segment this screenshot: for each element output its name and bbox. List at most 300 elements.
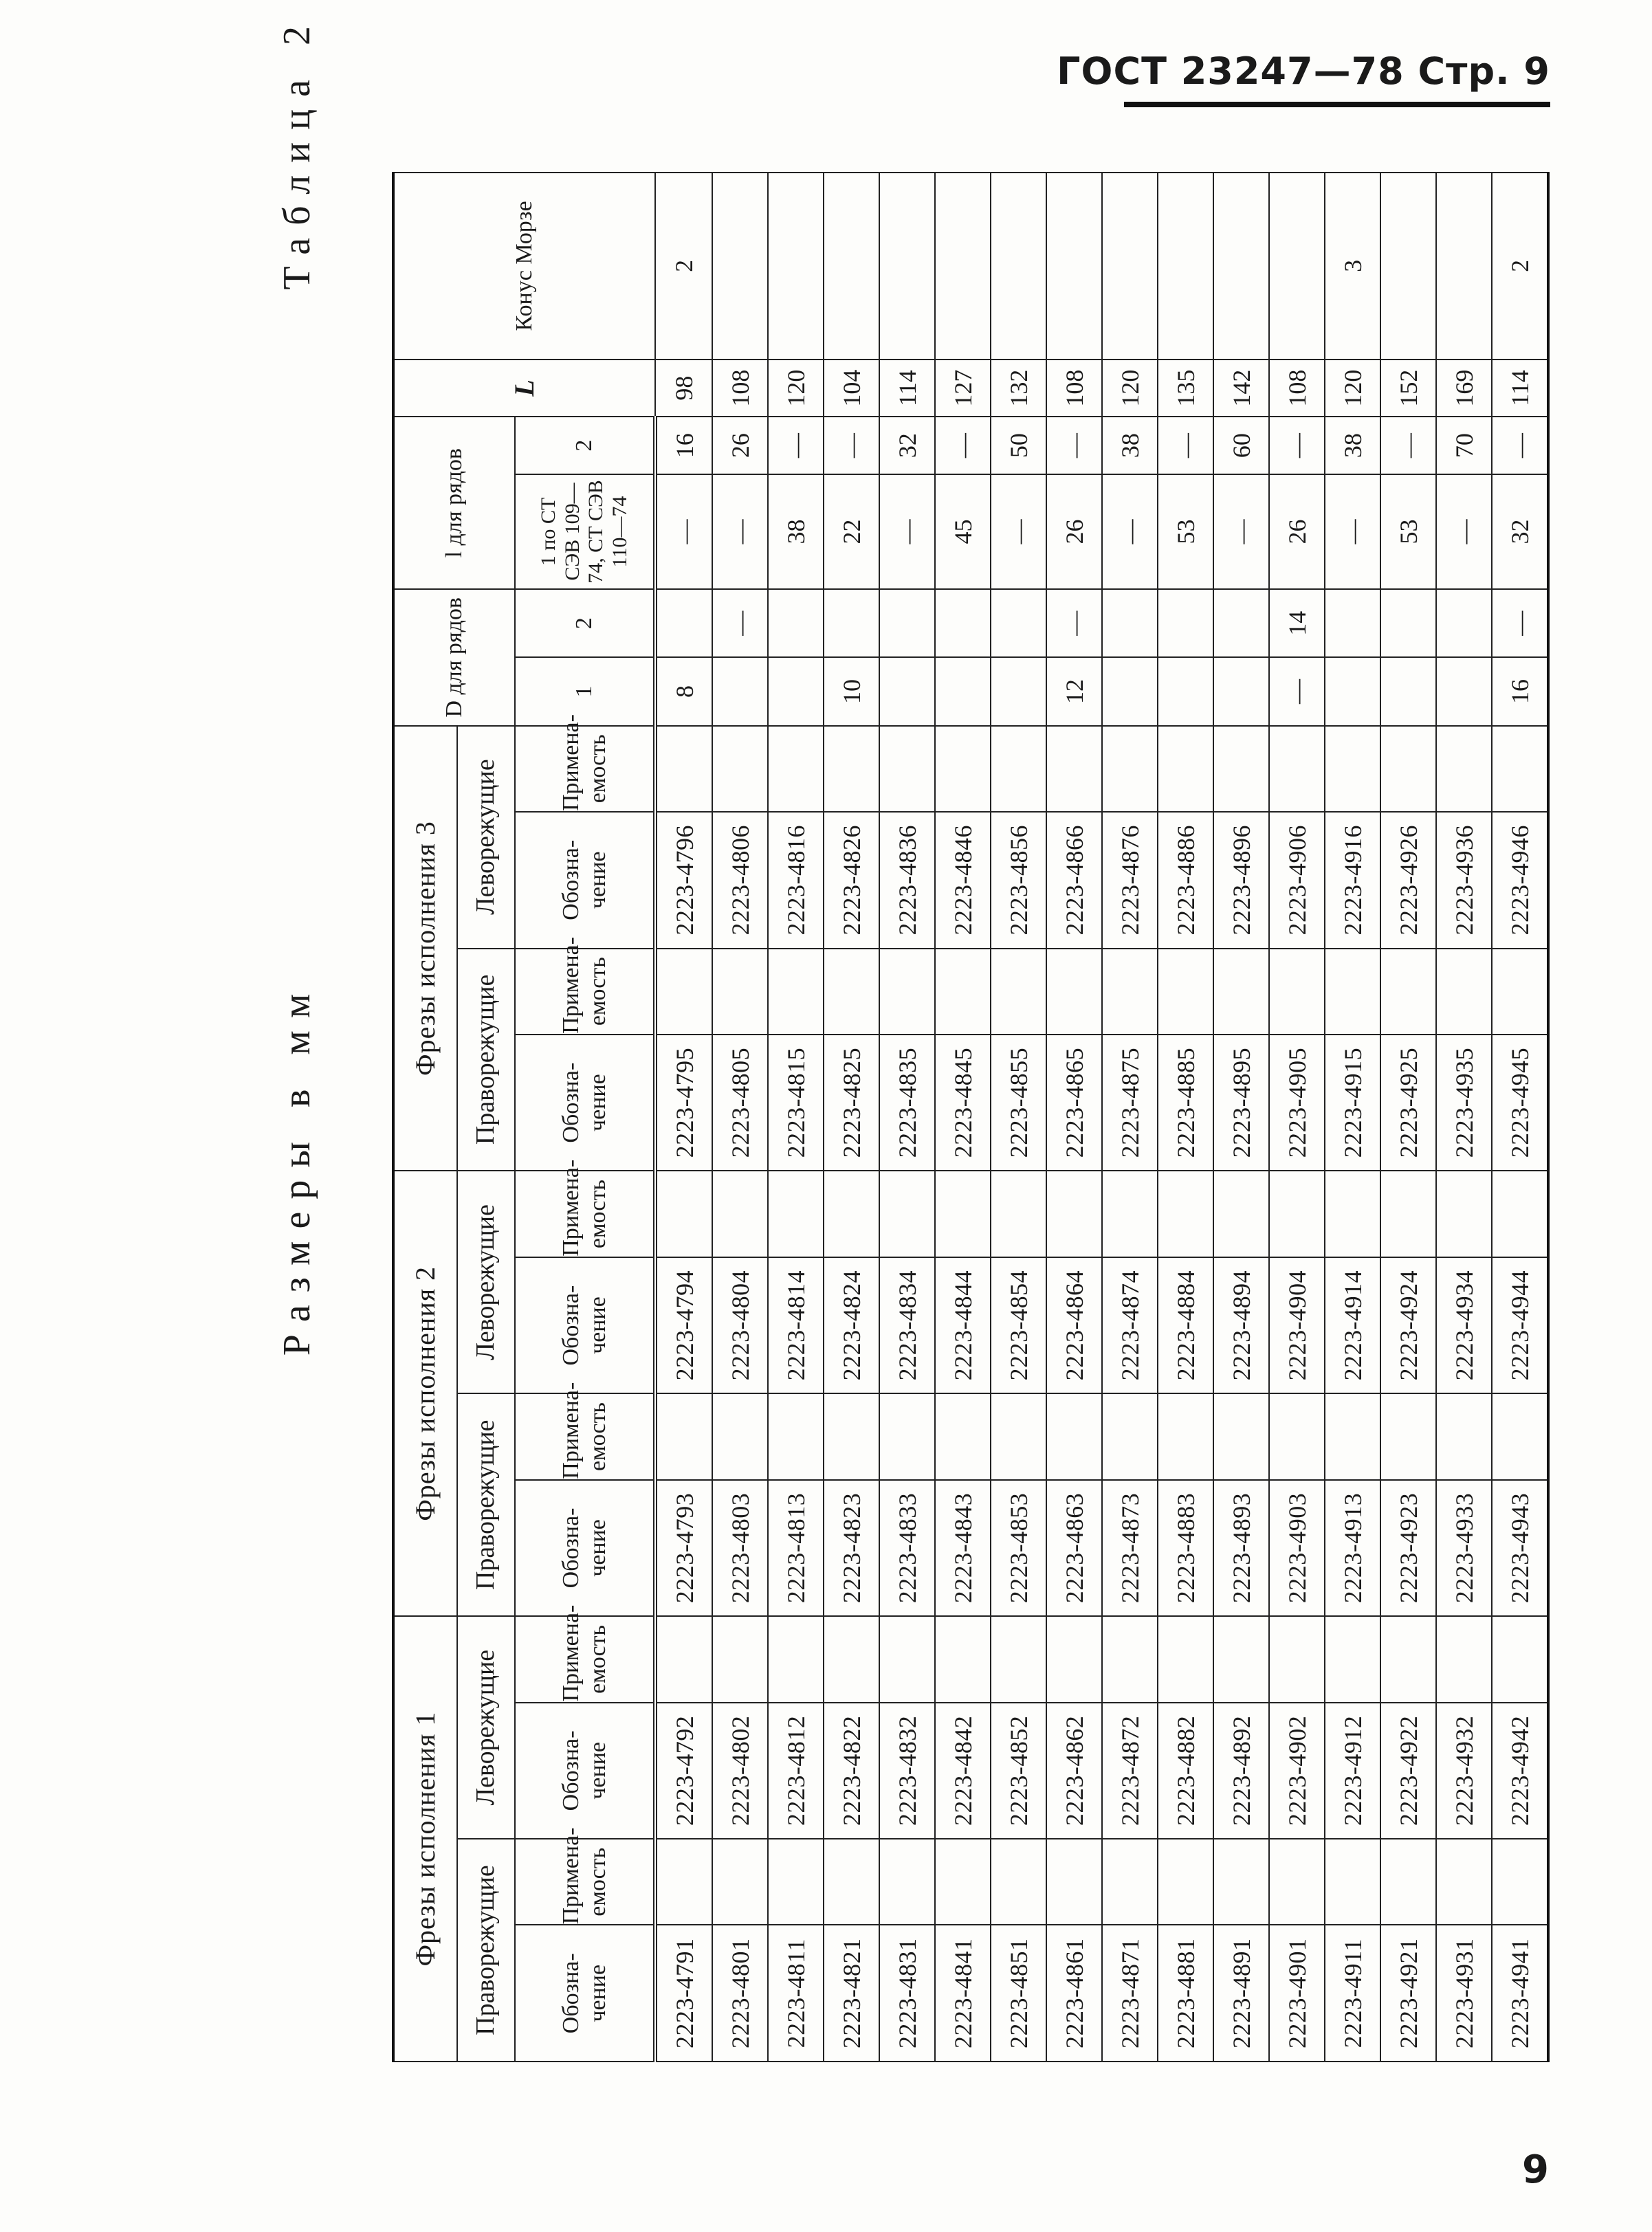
l-row2-cell: 38 [1325,417,1380,474]
L-cell: 104 [824,360,879,417]
morse-cell [1436,173,1492,360]
g1-left-designation: 2223-4912 [1325,1703,1380,1839]
l-row1-cell: — [655,474,712,589]
applicability-cell [1046,1616,1102,1702]
applicability-cell [1158,1171,1213,1257]
l-row2-cell: — [935,417,991,474]
header-g1-left: Леворежущие [457,1616,515,1839]
D-row2-cell: 14 [1269,589,1325,657]
applicability-cell [1325,726,1380,812]
table-row [1380,173,1436,2062]
g2-right-designation: 2223-4803 [712,1480,768,1617]
header-g3-left: Леворежущие [457,726,515,949]
L-cell: 152 [1380,360,1436,417]
l-row2-cell: — [1158,417,1213,474]
g1-left-designation: 2223-4812 [768,1703,824,1839]
g3-left-designation: 2223-4836 [879,812,935,949]
g3-right-designation: 2223-4905 [1269,1035,1325,1171]
applicability-cell [879,726,935,812]
l-row1-cell: — [1102,474,1158,589]
g1-left-designation: 2223-4872 [1102,1703,1158,1839]
g1-right-designation: 2223-4921 [1380,1925,1436,2062]
applicability-cell [1158,726,1213,812]
morse-cell [935,173,991,360]
g2-right-designation: 2223-4923 [1380,1480,1436,1617]
g3-right-designation: 2223-4925 [1380,1035,1436,1171]
header-designation: Обозна-чение [515,1925,655,2062]
g2-right-designation: 2223-4883 [1158,1480,1213,1617]
morse-cell [1102,173,1158,360]
l-row2-cell: — [1269,417,1325,474]
applicability-cell [1325,1171,1380,1257]
table-header [393,173,655,2062]
applicability-cell [1213,949,1269,1035]
header-applicability: Примена-емость [515,1616,655,1702]
D-row2-cell [1325,589,1380,657]
g3-right-designation: 2223-4895 [1213,1035,1269,1171]
dimensions-table [392,172,1550,2062]
g2-right-designation: 2223-4863 [1046,1480,1102,1617]
applicability-cell [935,1839,991,1925]
g1-left-designation: 2223-4862 [1046,1703,1102,1839]
applicability-cell [655,1393,712,1479]
table-row [1492,173,1548,2062]
g2-left-designation: 2223-4834 [879,1257,935,1394]
l-row2-cell: — [1046,417,1102,474]
g3-right-designation: 2223-4835 [879,1035,935,1171]
applicability-cell [655,1839,712,1925]
D-row2-cell [1436,589,1492,657]
applicability-cell [1158,1393,1213,1479]
applicability-cell [1269,1171,1325,1257]
g1-left-designation: 2223-4902 [1269,1703,1325,1839]
l-row2-cell: — [824,417,879,474]
applicability-cell [1102,726,1158,812]
header-l: l для рядов [393,417,515,589]
applicability-cell [1158,1616,1213,1702]
header-D-row1: 1 [515,657,655,725]
g1-right-designation: 2223-4861 [1046,1925,1102,2062]
applicability-cell [1046,949,1102,1035]
g1-left-designation: 2223-4892 [1213,1703,1269,1839]
header-g2-right: Праворежущие [457,1393,515,1616]
g2-right-designation: 2223-4933 [1436,1480,1492,1617]
g1-right-designation: 2223-4941 [1492,1925,1548,2062]
morse-cell [1213,173,1269,360]
applicability-cell [1492,1839,1548,1925]
page-label: Стр. 9 [1418,49,1550,93]
g2-left-designation: 2223-4794 [655,1257,712,1394]
page-number: 9 [1522,2147,1549,2192]
applicability-cell [712,1393,768,1479]
morse-cell [1380,173,1436,360]
L-cell: 114 [879,360,935,417]
morse-cell: 2 [1492,173,1548,360]
header-designation: Обозна-чение [515,1257,655,1394]
applicability-cell [712,949,768,1035]
l-row1-cell: 26 [1269,474,1325,589]
L-cell: 132 [991,360,1046,417]
L-cell: 135 [1158,360,1213,417]
L-cell: 127 [935,360,991,417]
units-caption: Размеры в мм [276,981,318,1356]
g1-left-designation: 2223-4922 [1380,1703,1436,1839]
table-row [1269,173,1325,2062]
header-designation: Обозна-чение [515,812,655,949]
g1-left-designation: 2223-4842 [935,1703,991,1839]
D-row1-cell [712,657,768,725]
g3-left-designation: 2223-4906 [1269,812,1325,949]
morse-cell [712,173,768,360]
D-row2-cell: — [1046,589,1102,657]
D-row1-cell [991,657,1046,725]
l-row2-cell: — [768,417,824,474]
D-row1-cell [1380,657,1436,725]
g2-left-designation: 2223-4904 [1269,1257,1325,1394]
applicability-cell [1269,1616,1325,1702]
applicability-cell [879,1839,935,1925]
g2-left-designation: 2223-4844 [935,1257,991,1394]
g1-right-designation: 2223-4851 [991,1925,1046,2062]
g1-right-designation: 2223-4831 [879,1925,935,2062]
D-row2-cell [655,589,712,657]
applicability-cell [768,1171,824,1257]
g3-right-designation: 2223-4935 [1436,1035,1492,1171]
g2-right-designation: 2223-4913 [1325,1480,1380,1617]
header-designation: Обозна-чение [515,1480,655,1617]
applicability-cell [655,949,712,1035]
header-morse: Конус Морзе [393,173,655,360]
applicability-cell [824,1393,879,1479]
g3-left-designation: 2223-4806 [712,812,768,949]
table-row [1436,173,1492,2062]
g2-left-designation: 2223-4894 [1213,1257,1269,1394]
g3-left-designation: 2223-4946 [1492,812,1548,949]
g1-left-designation: 2223-4942 [1492,1703,1548,1839]
header-l-row2: 2 [515,417,655,474]
applicability-cell [768,1839,824,1925]
D-row2-cell [1102,589,1158,657]
applicability-cell [1046,1171,1102,1257]
applicability-cell [768,726,824,812]
g3-left-designation: 2223-4896 [1213,812,1269,949]
header-group2: Фрезы исполнения 2 [393,1171,457,1616]
applicability-cell [879,1171,935,1257]
header-l-row1: 1 по СТ СЭВ 109—74, СТ СЭВ 110—74 [515,474,655,589]
header-group1: Фрезы исполнения 1 [393,1616,457,2062]
applicability-cell [1102,1839,1158,1925]
D-row2-cell [991,589,1046,657]
D-row2-cell: — [1492,589,1548,657]
applicability-cell [1213,1839,1269,1925]
D-row2-cell: — [712,589,768,657]
g2-left-designation: 2223-4814 [768,1257,824,1394]
applicability-cell [655,1616,712,1702]
applicability-cell [1380,1839,1436,1925]
applicability-cell [879,1616,935,1702]
l-row2-cell: 70 [1436,417,1492,474]
g1-left-designation: 2223-4822 [824,1703,879,1839]
D-row2-cell [1158,589,1213,657]
applicability-cell [1325,1839,1380,1925]
table-body [655,173,1548,2062]
D-row1-cell [879,657,935,725]
L-cell: 120 [1325,360,1380,417]
g3-left-designation: 2223-4816 [768,812,824,949]
applicability-cell [935,1393,991,1479]
applicability-cell [768,1616,824,1702]
applicability-cell [1492,1171,1548,1257]
applicability-cell [991,1171,1046,1257]
morse-cell [1046,173,1102,360]
g1-left-designation: 2223-4832 [879,1703,935,1839]
L-cell: 120 [768,360,824,417]
l-row2-cell: 26 [712,417,768,474]
applicability-cell [991,1616,1046,1702]
applicability-cell [935,1616,991,1702]
g2-left-designation: 2223-4884 [1158,1257,1213,1394]
D-row1-cell [935,657,991,725]
g1-right-designation: 2223-4841 [935,1925,991,2062]
applicability-cell [1158,949,1213,1035]
table-row [1213,173,1269,2062]
g3-right-designation: 2223-4815 [768,1035,824,1171]
g3-right-designation: 2223-4805 [712,1035,768,1171]
applicability-cell [1492,1393,1548,1479]
l-row1-cell: — [1325,474,1380,589]
applicability-cell [1325,1616,1380,1702]
l-row1-cell: — [879,474,935,589]
table-row [1046,173,1102,2062]
D-row2-cell [1380,589,1436,657]
morse-cell [879,173,935,360]
applicability-cell [824,1839,879,1925]
D-row1-cell [1102,657,1158,725]
header-applicability: Примена-емость [515,1171,655,1257]
D-row1-cell [1436,657,1492,725]
g3-left-designation: 2223-4876 [1102,812,1158,949]
D-row2-cell [768,589,824,657]
applicability-cell [1436,1171,1492,1257]
g2-left-designation: 2223-4824 [824,1257,879,1394]
g2-left-designation: 2223-4944 [1492,1257,1548,1394]
l-row1-cell: 38 [768,474,824,589]
g1-left-designation: 2223-4932 [1436,1703,1492,1839]
g3-left-designation: 2223-4916 [1325,812,1380,949]
l-row1-cell: 32 [1492,474,1548,589]
header-designation: Обозна-чение [515,1035,655,1171]
applicability-cell [712,1616,768,1702]
applicability-cell [1380,726,1436,812]
applicability-cell [991,726,1046,812]
applicability-cell [1046,726,1102,812]
L-cell: 169 [1436,360,1492,417]
applicability-cell [1436,949,1492,1035]
applicability-cell [991,1839,1046,1925]
D-row1-cell: 10 [824,657,879,725]
g3-right-designation: 2223-4945 [1492,1035,1548,1171]
applicability-cell [1380,1616,1436,1702]
g3-left-designation: 2223-4936 [1436,812,1492,949]
g2-right-designation: 2223-4813 [768,1480,824,1617]
morse-cell [824,173,879,360]
header-applicability: Примена-емость [515,1393,655,1479]
g3-right-designation: 2223-4915 [1325,1035,1380,1171]
g1-right-designation: 2223-4931 [1436,1925,1492,2062]
applicability-cell [655,726,712,812]
l-row1-cell: — [1436,474,1492,589]
table-row [879,173,935,2062]
header-L: L [393,360,655,417]
applicability-cell [824,1616,879,1702]
L-cell: 142 [1213,360,1269,417]
l-row1-cell: 45 [935,474,991,589]
D-row1-cell: 16 [1492,657,1548,725]
table-row [1325,173,1380,2062]
header-applicability: Примена-емость [515,726,655,812]
applicability-cell [935,949,991,1035]
L-cell: 98 [655,360,712,417]
applicability-cell [1436,1616,1492,1702]
D-row2-cell [935,589,991,657]
g3-left-designation: 2223-4826 [824,812,879,949]
g2-right-designation: 2223-4843 [935,1480,991,1617]
header-group3: Фрезы исполнения 3 [393,726,457,1171]
morse-cell [1269,173,1325,360]
table-row [935,173,991,2062]
applicability-cell [1046,1393,1102,1479]
applicability-cell [879,1393,935,1479]
applicability-cell [712,726,768,812]
l-row1-cell: 26 [1046,474,1102,589]
applicability-cell [879,949,935,1035]
g1-right-designation: 2223-4801 [712,1925,768,2062]
g2-left-designation: 2223-4874 [1102,1257,1158,1394]
applicability-cell [1269,726,1325,812]
header-applicability: Примена-емость [515,1839,655,1925]
g3-right-designation: 2223-4845 [935,1035,991,1171]
applicability-cell [1213,726,1269,812]
D-row2-cell [824,589,879,657]
applicability-cell [1436,1393,1492,1479]
D-row1-cell: — [1269,657,1325,725]
g1-left-designation: 2223-4852 [991,1703,1046,1839]
g1-right-designation: 2223-4881 [1158,1925,1213,2062]
g1-right-designation: 2223-4871 [1102,1925,1158,2062]
g3-right-designation: 2223-4885 [1158,1035,1213,1171]
applicability-cell [1269,949,1325,1035]
D-row1-cell: 12 [1046,657,1102,725]
applicability-cell [1102,1616,1158,1702]
applicability-cell [1213,1171,1269,1257]
L-cell: 114 [1492,360,1548,417]
l-row1-cell: 53 [1158,474,1213,589]
rotated-table-area [275,0,1616,2062]
morse-cell: 3 [1325,173,1380,360]
g3-left-designation: 2223-4856 [991,812,1046,949]
applicability-cell [935,726,991,812]
g2-right-designation: 2223-4793 [655,1480,712,1617]
applicability-cell [768,1393,824,1479]
l-row2-cell: 32 [879,417,935,474]
g2-right-designation: 2223-4943 [1492,1480,1548,1617]
applicability-cell [1102,1393,1158,1479]
header-g1-right: Праворежущие [457,1839,515,2062]
g2-left-designation: 2223-4924 [1380,1257,1436,1394]
g3-left-designation: 2223-4926 [1380,812,1436,949]
morse-cell [768,173,824,360]
D-row1-cell [1158,657,1213,725]
g3-right-designation: 2223-4865 [1046,1035,1102,1171]
header-applicability: Примена-емость [515,949,655,1035]
l-row1-cell: — [1213,474,1269,589]
morse-cell [991,173,1046,360]
table-row [1102,173,1158,2062]
g1-right-designation: 2223-4891 [1213,1925,1269,2062]
g3-left-designation: 2223-4846 [935,812,991,949]
g3-left-designation: 2223-4886 [1158,812,1213,949]
l-row2-cell: 16 [655,417,712,474]
applicability-cell [1269,1393,1325,1479]
g1-right-designation: 2223-4811 [768,1925,824,2062]
l-row1-cell: 22 [824,474,879,589]
g1-left-designation: 2223-4882 [1158,1703,1213,1839]
applicability-cell [1046,1839,1102,1925]
header-designation: Обозна-чение [515,1703,655,1839]
g1-right-designation: 2223-4911 [1325,1925,1380,2062]
applicability-cell [712,1171,768,1257]
applicability-cell [824,949,879,1035]
applicability-cell [655,1171,712,1257]
applicability-cell [991,949,1046,1035]
D-row1-cell [768,657,824,725]
g2-right-designation: 2223-4833 [879,1480,935,1617]
applicability-cell [1213,1393,1269,1479]
table-row [768,173,824,2062]
l-row2-cell: — [1380,417,1436,474]
L-cell: 108 [1046,360,1102,417]
l-row1-cell: — [712,474,768,589]
g1-left-designation: 2223-4802 [712,1703,768,1839]
l-row2-cell: 60 [1213,417,1269,474]
header-D-row2: 2 [515,589,655,657]
D-row1-cell [1325,657,1380,725]
g2-left-designation: 2223-4934 [1436,1257,1492,1394]
table-row [991,173,1046,2062]
applicability-cell [1158,1839,1213,1925]
g3-right-designation: 2223-4795 [655,1035,712,1171]
applicability-cell [1102,949,1158,1035]
table-row [712,173,768,2062]
applicability-cell [824,726,879,812]
g2-right-designation: 2223-4873 [1102,1480,1158,1617]
applicability-cell [991,1393,1046,1479]
applicability-cell [1492,726,1548,812]
morse-cell: 2 [655,173,712,360]
table-row [1158,173,1213,2062]
l-row2-cell: 38 [1102,417,1158,474]
g2-right-designation: 2223-4893 [1213,1480,1269,1617]
g2-left-designation: 2223-4914 [1325,1257,1380,1394]
morse-cell [1158,173,1213,360]
g1-right-designation: 2223-4791 [655,1925,712,2062]
header-g3-right: Праворежущие [457,949,515,1171]
D-row1-cell [1213,657,1269,725]
applicability-cell [1213,1616,1269,1702]
L-cell: 120 [1102,360,1158,417]
g3-right-designation: 2223-4875 [1102,1035,1158,1171]
g2-right-designation: 2223-4823 [824,1480,879,1617]
